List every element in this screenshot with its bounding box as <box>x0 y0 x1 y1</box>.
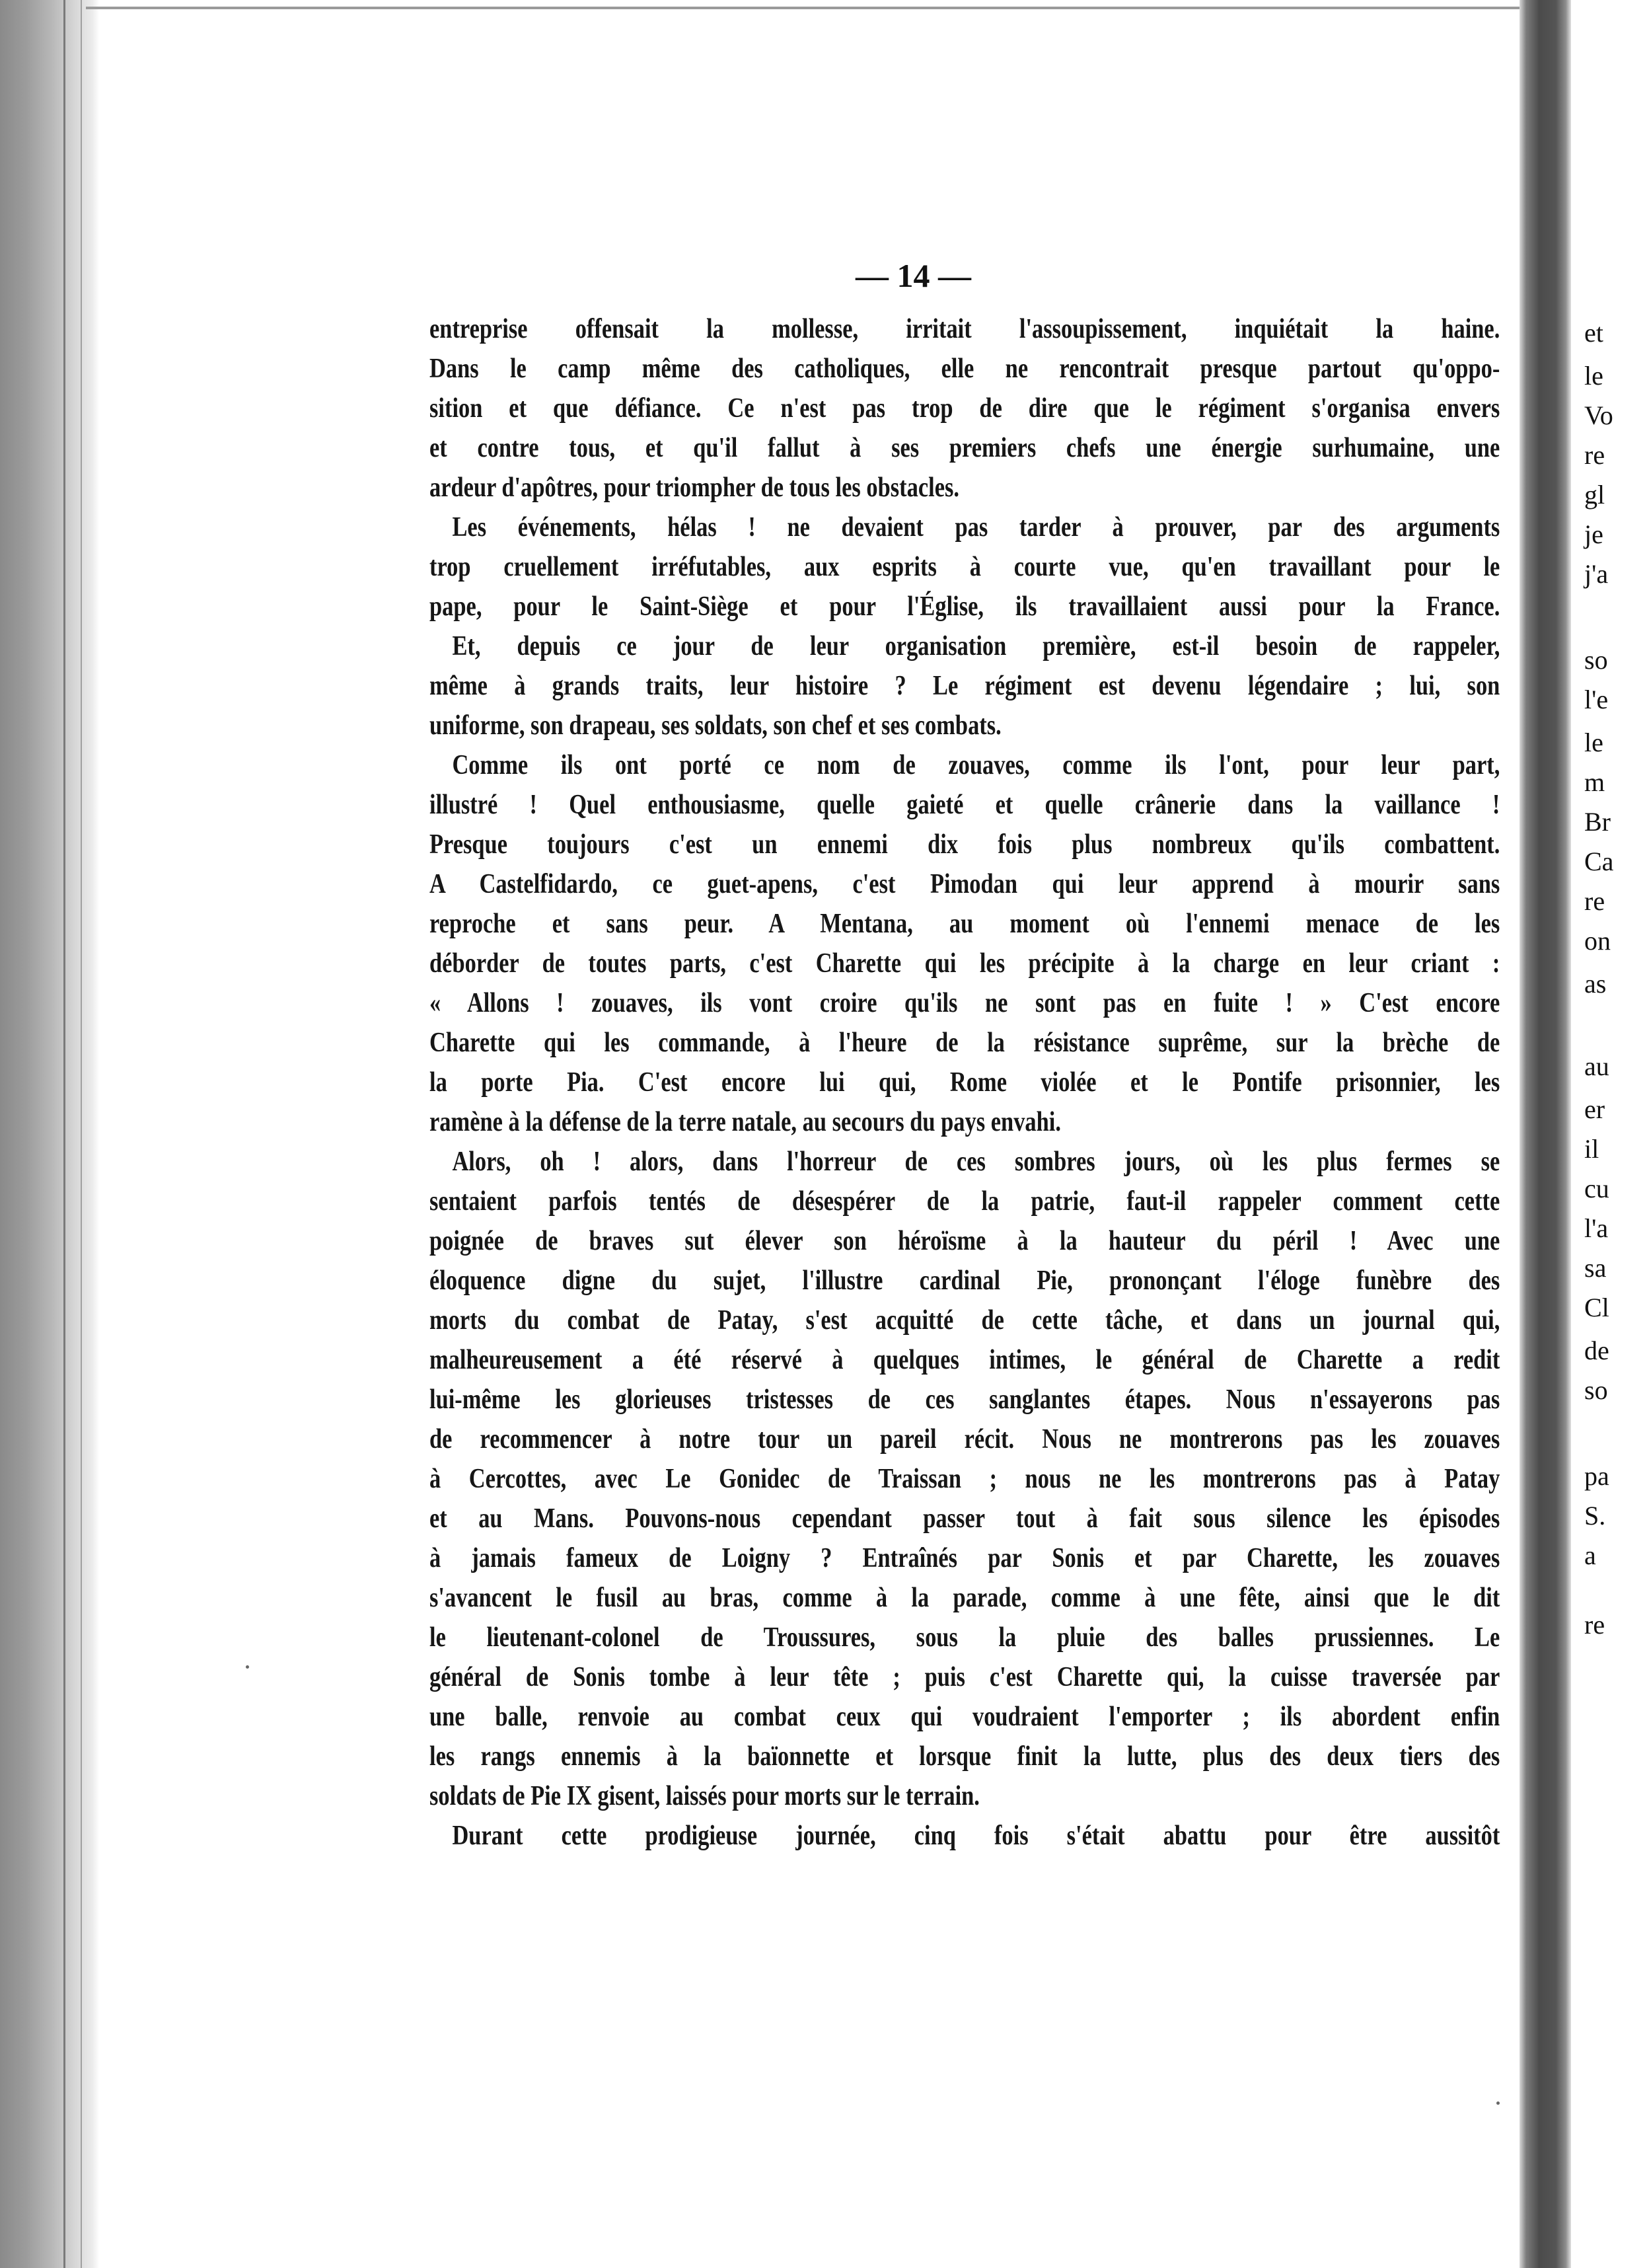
text-line: « Allons ! zouaves, ils vont croire qu'ils ne sont pas en fuite ! » C'est encore <box>429 988 1500 1018</box>
next-page-fragment: il <box>1584 1134 1599 1164</box>
text-line: Durant cette prodigieuse journée, cinq fois s'était abattu pour être aussitôt <box>452 1821 1500 1851</box>
text-line: général de Sonis tombe à leur tête ; puis c'est Charette qui, la cuisse traversée par <box>429 1662 1500 1692</box>
next-page-strip <box>1571 0 1649 2268</box>
text-line: une balle, renvoie au combat ceux qui voudraient l'emporter ; ils abordent enfin <box>429 1702 1500 1732</box>
next-page-fragment: Ca <box>1584 847 1614 876</box>
next-page-fragment: a <box>1584 1540 1596 1570</box>
next-page-fragment: au <box>1584 1051 1609 1081</box>
next-page-fragment: as <box>1584 969 1607 999</box>
next-page-fragment: pa <box>1584 1461 1609 1491</box>
text-line: pape, pour le Saint-Siège et pour l'Église, ils travaillaient aussi pour la France. <box>429 591 1500 622</box>
page-number: — 14 — <box>856 257 971 294</box>
next-page-fragment: m <box>1584 767 1605 797</box>
body-text <box>429 309 1500 1856</box>
text-line: la porte Pia. C'est encore lui qui, Rome violée et le Pontife prisonnier, les <box>429 1067 1500 1098</box>
text-line: et contre tous, et qu'il fallut à ses premiers chefs une énergie surhumaine, une <box>429 433 1500 463</box>
next-page-fragment: so <box>1584 1375 1608 1405</box>
next-page-fragment: S. <box>1584 1501 1606 1531</box>
next-page-fragment: l'a <box>1584 1213 1609 1243</box>
next-page-fragment: Vo <box>1584 400 1613 430</box>
next-page-fragment: re <box>1584 886 1605 916</box>
text-line: Alors, oh ! alors, dans l'horreur de ces sombres jours, où les plus fermes se <box>452 1147 1500 1177</box>
text-line: à Cercottes, avec Le Gonidec de Traissan ; nous ne les montrerons pas à Patay <box>429 1464 1500 1494</box>
text-line: de recommencer à notre tour un pareil récit. Nous ne montrerons pas les zouaves <box>429 1424 1500 1455</box>
text-line: à jamais fameux de Loigny ? Entraînés par Sonis et par Charette, les zouaves <box>429 1543 1500 1573</box>
text-line: s'avancent le fusil au bras, comme à la parade, comme à une fête, ainsi que le dit <box>429 1583 1500 1613</box>
text-line: malheureusement a été réservé à quelques intimes, le général de Charette a redit <box>429 1345 1500 1375</box>
text-line: les rangs ennemis à la baïonnette et lorsque finit la lutte, plus des deux tiers des <box>429 1741 1500 1772</box>
text-line: Comme ils ont porté ce nom de zouaves, comme ils l'ont, pour leur part, <box>452 750 1500 780</box>
next-page-fragment: Cl <box>1584 1293 1609 1322</box>
next-page-fragment: cu <box>1584 1174 1609 1203</box>
text-line: Les événements, hélas ! ne devaient pas tarder à prouver, par des arguments <box>452 512 1500 543</box>
text-line: sentaient parfois tentés de désespérer de la patrie, faut-il rappeler comment cette <box>429 1186 1500 1217</box>
next-page-fragment: sa <box>1584 1253 1607 1283</box>
next-page-fragment: j'a <box>1584 559 1609 589</box>
text-line: uniforme, son drapeau, ses soldats, son chef et ses combats. <box>429 710 1002 741</box>
text-line: même à grands traits, leur histoire ? Le régiment est devenu légendaire ; lui, son <box>429 671 1500 701</box>
next-page-fragment: Br <box>1584 807 1611 837</box>
next-page-fragment: so <box>1584 645 1608 675</box>
next-page-fragment: gl <box>1584 480 1605 510</box>
text-line: reproche et sans peur. A Mentana, au moment où l'ennemi menace de les <box>429 909 1500 939</box>
next-page-fragment: re <box>1584 1610 1605 1640</box>
text-line: A Castelfidardo, ce guet-apens, c'est Pimodan qui leur apprend à mourir sans <box>429 869 1500 899</box>
text-line: le lieutenant-colonel de Troussures, sous la pluie des balles prussiennes. Le <box>429 1622 1500 1653</box>
next-page-fragment: le <box>1584 361 1603 391</box>
text-line: entreprise offensait la mollesse, irritait l'assoupissement, inquiétait la haine. <box>429 314 1500 344</box>
next-page-fragment: je <box>1584 519 1603 549</box>
text-line: ramène à la défense de la terre natale, au secours du pays envahi. <box>429 1107 1061 1137</box>
text-line: morts du combat de Patay, s'est acquitté de cette tâche, et dans un journal qui, <box>429 1305 1500 1336</box>
next-page-fragment: er <box>1584 1094 1605 1124</box>
text-line: poignée de braves sut élever son héroïsme à la hauteur du péril ! Avec une <box>429 1226 1500 1256</box>
text-line: Et, depuis ce jour de leur organisation première, est-il besoin de rappeler, <box>452 631 1500 662</box>
text-line: déborder de toutes parts, c'est Charette qui les précipite à la charge en leur criant : <box>429 948 1500 979</box>
paper-speck <box>1496 2101 1500 2105</box>
text-line: et au Mans. Pouvons-nous cependant passer tout à fait sous silence les épisodes <box>429 1503 1500 1534</box>
book-page-edges <box>0 0 99 2268</box>
text-line: sition et que défiance. Ce n'est pas trop de dire que le régiment s'organisa envers <box>429 393 1500 424</box>
text-line: Charette qui les commande, à l'heure de la résistance suprême, sur la brèche de <box>429 1028 1500 1058</box>
text-line: Presque toujours c'est un ennemi dix fois plus nombreux qu'ils combattent. <box>429 829 1500 860</box>
next-page-fragment: l'e <box>1584 685 1609 714</box>
text-line: trop cruellement irréfutables, aux esprits à courte vue, qu'en travaillant pour le <box>429 552 1500 582</box>
text-line: lui-même les glorieuses tristesses de ces sanglantes étapes. Nous n'essayerons pas <box>429 1384 1500 1415</box>
text-line: soldats de Pie IX gisent, laissés pour morts sur le terrain. <box>429 1781 980 1811</box>
next-page-fragment: de <box>1584 1336 1609 1365</box>
text-line: illustré ! Quel enthousiasme, quelle gaieté et quelle crânerie dans la vaillance ! <box>429 790 1500 820</box>
next-page-fragment: re <box>1584 440 1605 470</box>
next-page-fragment: le <box>1584 728 1603 757</box>
book-gutter <box>1520 0 1571 2268</box>
paper-speck <box>246 1665 249 1669</box>
page-top-border <box>86 7 1520 9</box>
next-page-fragment: et <box>1584 318 1603 348</box>
text-line: éloquence digne du sujet, l'illustre cardinal Pie, prononçant l'éloge funèbre des <box>429 1266 1500 1296</box>
text-line: Dans le camp même des catholiques, elle ne rencontrait presque partout qu'oppo- <box>429 354 1500 384</box>
next-page-fragment: on <box>1584 926 1611 956</box>
text-line: ardeur d'apôtres, pour triompher de tous les obstacles. <box>429 472 960 503</box>
